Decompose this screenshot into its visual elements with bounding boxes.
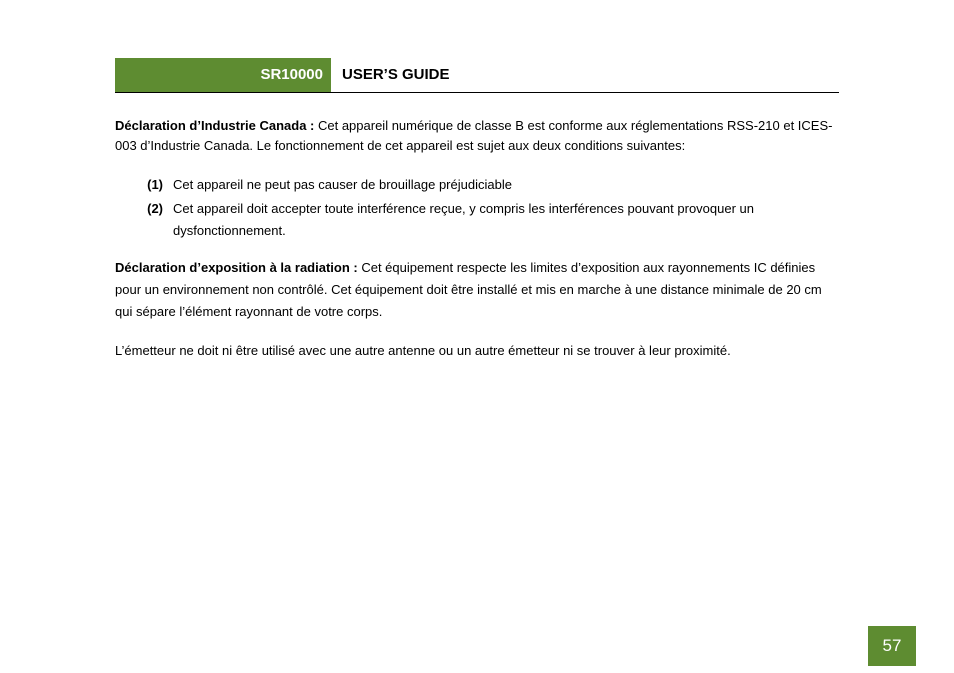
list-item	[115, 174, 841, 196]
header-model-label: SR10000	[115, 58, 331, 92]
industry-canada-lead: Déclaration d’Industrie Canada :	[115, 118, 315, 133]
page-header	[115, 58, 839, 93]
header-guide-title: USER’S GUIDE	[342, 66, 450, 83]
page-number: 57	[868, 626, 916, 666]
industry-canada-text: Cet appareil numérique de classe B est conforme aux réglementations RSS-210 et ICES-003 d’Industrie Canada. Le fonctionnement de cet appareil est sujet aux deux conditions suivantes:	[115, 118, 833, 153]
condition-text: Cet appareil ne peut pas causer de brouillage préjudiciable	[173, 177, 512, 192]
condition-number: (1)	[147, 177, 163, 192]
conditions-list	[115, 174, 841, 242]
radiation-exposure-text: Cet équipement respecte les limites d’exposition aux rayonnements IC définies pour un environnement non contrôlé. Cet équipement doit être installé et mis en marche à une distance minimale de 20 cm qui sépare l’élément rayonnant de votre corps.	[115, 260, 822, 319]
condition-text: Cet appareil doit accepter toute interférence reçue, y compris les interférences pouvant provoquer un dysfonctionnement.	[173, 201, 754, 238]
radiation-exposure-declaration	[115, 257, 841, 323]
list-item	[115, 198, 841, 242]
industry-canada-declaration	[115, 116, 841, 156]
page-content	[115, 116, 841, 379]
condition-number: (2)	[147, 201, 163, 216]
transmitter-note: L’émetteur ne doit ni être utilisé avec une autre antenne ou un autre émetteur ni se trouver à leur proximité.	[115, 343, 731, 358]
radiation-exposure-lead: Déclaration d’exposition à la radiation :	[115, 260, 358, 275]
